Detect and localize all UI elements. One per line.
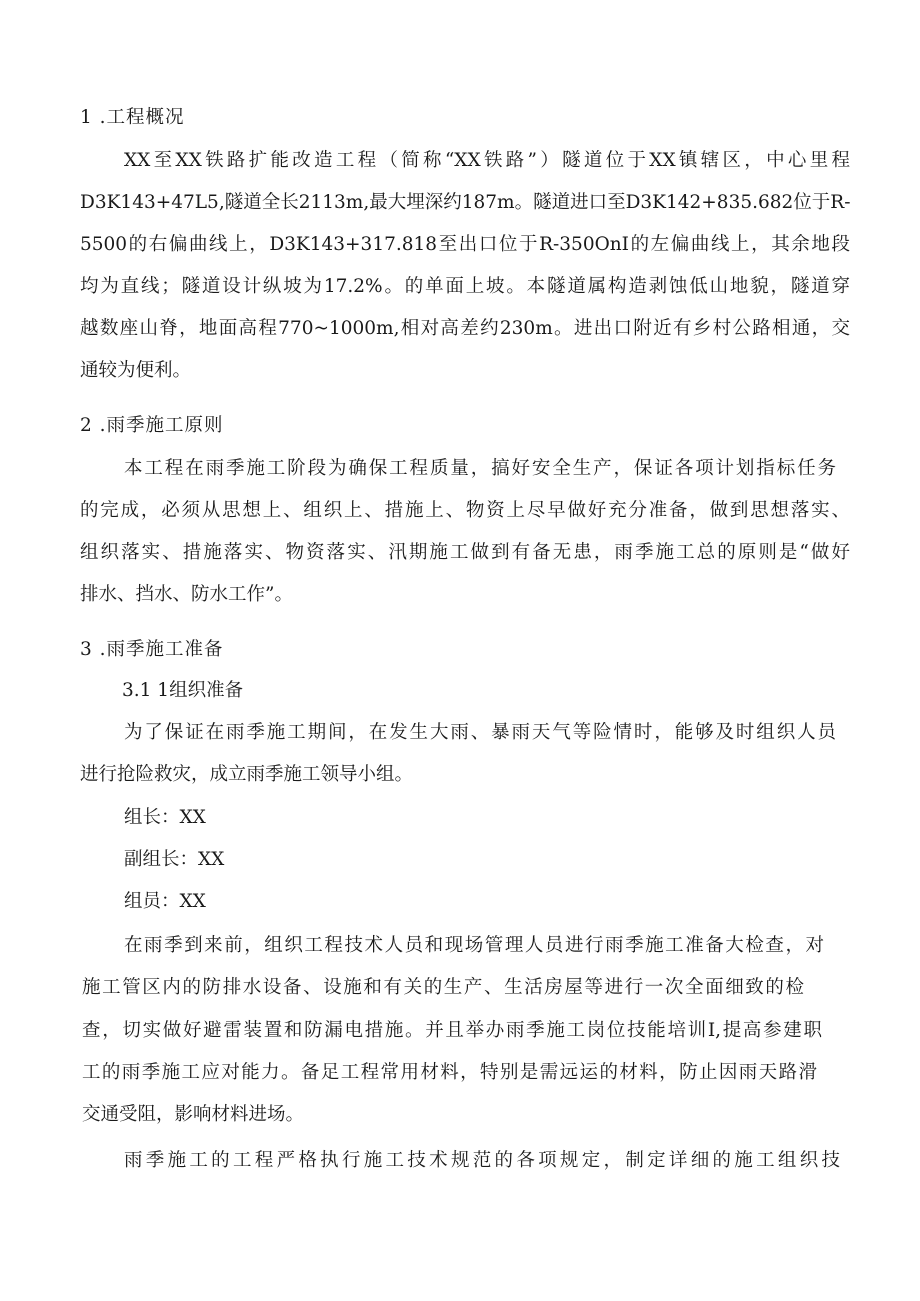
paragraph-line: XX至XX铁路扩能改造工程（简称“XX铁路”）隧道位于XX镇辖区，中心里程 xyxy=(124,150,850,171)
paragraph-line: 查，切实做好避雷装置和防漏电措施。并且举办雨季施工岗位技能培训I,提高参建职 xyxy=(82,1020,822,1041)
section-1-heading: 1 .工程概况 xyxy=(80,107,185,128)
paragraph-line: 通较为便利。 xyxy=(80,360,192,381)
paragraph-line: 为了保证在雨季施工期间，在发生大雨、暴雨天气等险情时，能够及时组织人员 xyxy=(124,722,836,743)
paragraph-line: 5500的右偏曲线上，D3K143+317.818至出口位于R-350OnI的左偏曲线上，其余地段 xyxy=(80,234,850,255)
paragraph-line: D3K143+47L5,隧道全长2113m,最大埋深约187m。隧道进口至D3K142+835.682位于R- xyxy=(80,192,850,213)
paragraph-line: 工的雨季施工应对能力。备足工程常用材料，特别是需远运的材料，防止因雨天路滑 xyxy=(82,1062,817,1083)
section-2-heading: 2 .雨季施工原则 xyxy=(80,415,224,436)
paragraph-line: 组织落实、措施落实、物资落实、汛期施工做到有备无患，雨季施工总的原则是“做好 xyxy=(80,542,850,563)
paragraph-line: 在雨季到来前，组织工程技术人员和现场管理人员进行雨季施工准备大检查，对 xyxy=(124,935,824,956)
team-leader: 组长：XX xyxy=(124,807,206,828)
team-member: 组员：XX xyxy=(124,891,206,912)
team-deputy: 副组长：XX xyxy=(124,849,225,870)
paragraph-line: 进行抢险救灾，成立雨季施工领导小组。 xyxy=(80,764,414,785)
subsection-heading: 3.1 1组织准备 xyxy=(122,680,244,701)
paragraph-line: 的完成，必须从思想上、组织上、措施上、物资上尽早做好充分准备，做到思想落实、 xyxy=(80,500,850,521)
paragraph-line: 越数座山脊，地面高程770~1000m,相对高差约230m。进出口附近有乡村公路相通，交 xyxy=(80,318,850,339)
paragraph-line: 本工程在雨季施工阶段为确保工程质量，搞好安全生产，保证各项计划指标任务 xyxy=(124,458,836,479)
paragraph-line: 施工管区内的防排水设备、设施和有关的生产、生活房屋等进行一次全面细致的检 xyxy=(82,977,804,998)
section-3-heading: 3 .雨季施工准备 xyxy=(80,639,224,660)
paragraph-line: 雨季施工的工程严格执行施工技术规范的各项规定，制定详细的施工组织技 xyxy=(124,1150,840,1171)
paragraph-line: 均为直线；隧道设计纵坡为17.2%。的单面上坡。本隧道属构造剥蚀低山地貌，隧道穿 xyxy=(80,276,850,297)
paragraph-line: 交通受阻，影响材料进场。 xyxy=(82,1104,305,1125)
paragraph-line: 排水、挡水、防水工作”。 xyxy=(80,584,293,605)
